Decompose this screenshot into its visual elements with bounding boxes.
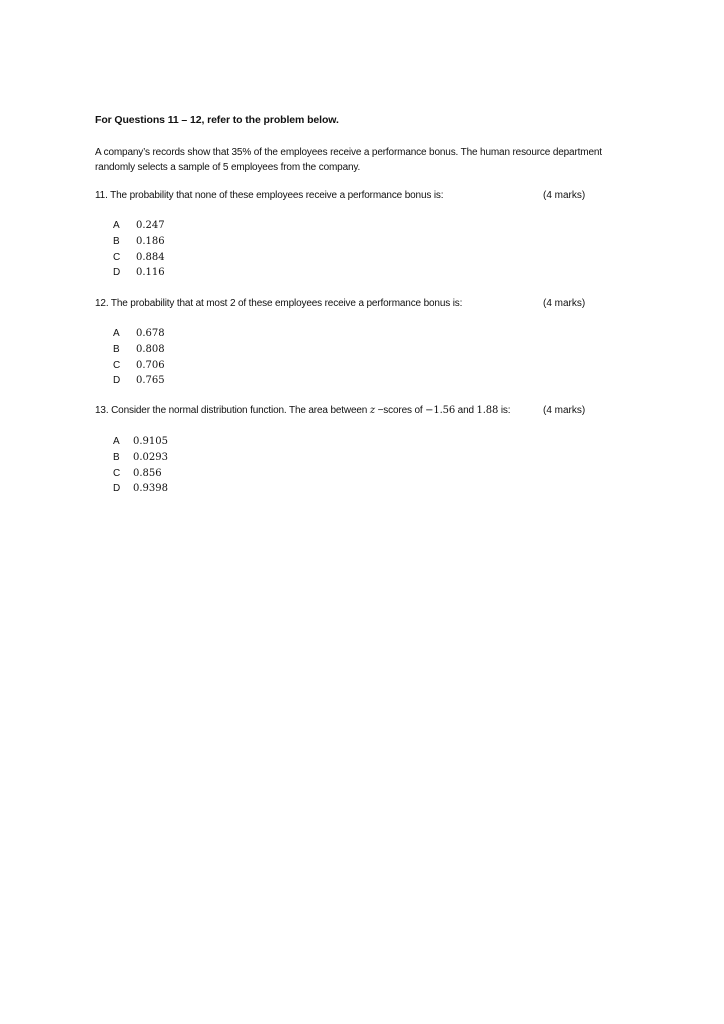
question-13-text	[95, 405, 595, 416]
question-12-marks: (4 marks)	[543, 298, 586, 309]
z-symbol: z	[369, 405, 375, 416]
option-letter: C	[113, 359, 121, 371]
option-value: 0.9105	[133, 436, 168, 448]
option-value: 0.856	[133, 467, 162, 479]
option-value: 0.706	[136, 359, 165, 371]
option-a	[113, 434, 233, 450]
question-13-text-before: 13. Consider the normal distribution function. The area between	[95, 405, 370, 416]
question-11-text: 11. The probability that none of these employees receive a performance bonus is:	[95, 190, 444, 201]
question-13-options	[113, 434, 233, 497]
option-letter: B	[113, 452, 120, 464]
problem-line-1: A company’s records show that 35% of the employees receive a performance bonus. The human resource department	[95, 147, 602, 158]
option-letter: A	[113, 328, 120, 340]
option-b	[113, 234, 233, 250]
question-11-marks: (4 marks)	[543, 190, 586, 201]
option-letter: A	[113, 436, 120, 448]
section-heading: For Questions 11 – 12, refer to the problem below.	[95, 114, 339, 126]
option-b	[113, 450, 233, 466]
question-13-text-and: and	[455, 405, 477, 416]
option-letter: B	[113, 236, 120, 248]
question-13-text-middle: −scores of	[374, 405, 426, 416]
option-value: 0.808	[136, 344, 165, 356]
option-value: 0.0293	[133, 452, 168, 464]
question-12-text: 12. The probability that at most 2 of these employees receive a performance bonus is:	[95, 298, 463, 309]
option-letter: D	[113, 375, 121, 387]
z-score-low: −1.56	[425, 405, 456, 416]
option-value: 0.9398	[133, 483, 168, 495]
option-c	[113, 465, 233, 481]
option-value: 0.247	[136, 220, 165, 232]
option-value: 0.765	[136, 375, 165, 387]
question-11-options	[113, 218, 233, 281]
option-value: 0.884	[136, 251, 165, 263]
option-value: 0.186	[136, 236, 165, 248]
option-a	[113, 218, 233, 234]
option-letter: C	[113, 467, 121, 479]
option-letter: B	[113, 344, 120, 356]
question-13-text-after: is:	[498, 405, 511, 416]
question-12-options	[113, 326, 233, 389]
option-letter: A	[113, 220, 120, 232]
option-d	[113, 373, 233, 389]
option-d	[113, 481, 233, 497]
problem-statement	[95, 145, 605, 175]
option-letter: D	[113, 483, 121, 495]
option-b	[113, 342, 233, 358]
option-c	[113, 357, 233, 373]
option-letter: D	[113, 267, 121, 279]
option-a	[113, 326, 233, 342]
option-value: 0.678	[136, 328, 165, 340]
option-c	[113, 249, 233, 265]
option-value: 0.116	[136, 267, 165, 279]
question-13-marks: (4 marks)	[543, 405, 586, 416]
option-letter: C	[113, 251, 121, 263]
problem-line-2: randomly selects a sample of 5 employees from the company.	[95, 162, 361, 173]
z-score-high: 1.88	[476, 405, 499, 416]
option-d	[113, 265, 233, 281]
